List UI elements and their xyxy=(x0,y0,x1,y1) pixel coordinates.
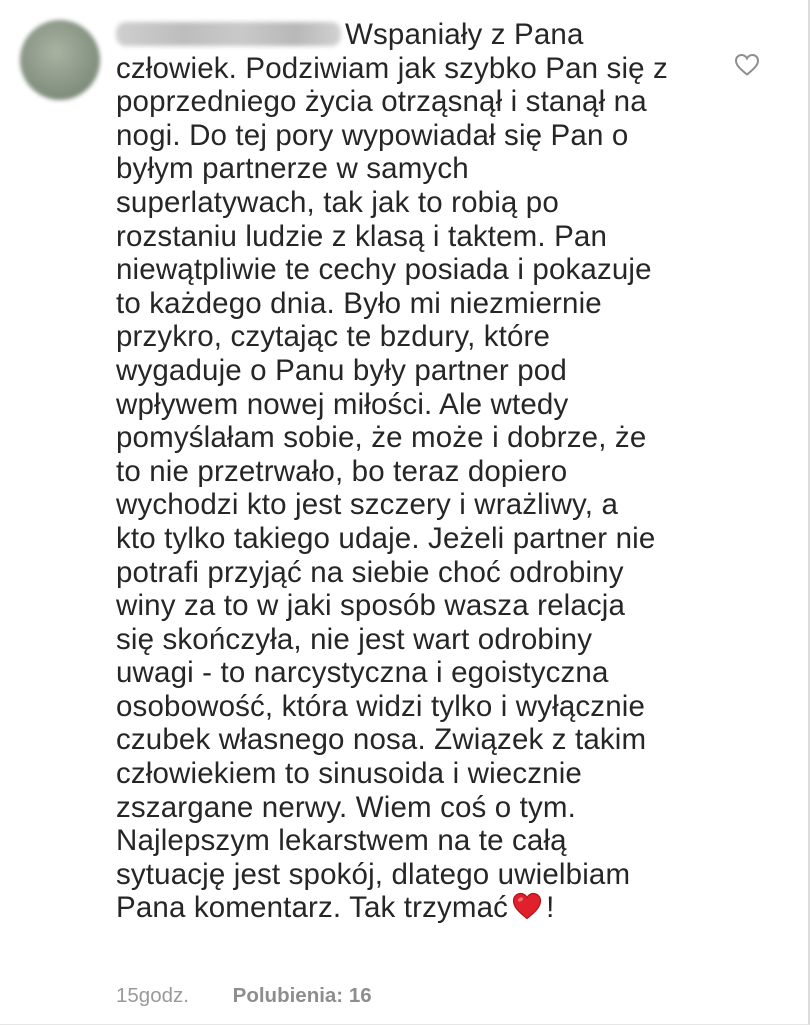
comment-line: się skończyła, nie jest wart odrobiny xyxy=(116,622,593,656)
comment-line: nogi. Do tej pory wypowiadał się Pan o xyxy=(116,118,629,152)
comment-text: Wspaniały z Pana xyxy=(345,18,584,51)
comment-line-last xyxy=(116,891,716,925)
comment-line-first xyxy=(116,18,716,52)
comment-line: czubek własnego nosa. Związek z takim xyxy=(116,723,647,757)
comment-line: byłym partnerze w samych xyxy=(116,152,469,186)
comment-line: to nie przetrwało, bo teraz dopiero xyxy=(116,454,568,488)
likes-count-link[interactable]: Polubienia: 16 xyxy=(232,984,372,1007)
comment-line: to każdego dnia. Było mi niezmiernie xyxy=(116,286,602,320)
comment-line: wygaduje o Panu były partner pod xyxy=(116,353,567,387)
comment-line: człowiekiem to sinusoida i wiecznie xyxy=(116,757,582,791)
comment-line: kto tylko takiego udaje. Jeżeli partner nie xyxy=(116,521,656,555)
username-redacted[interactable] xyxy=(116,22,341,46)
comment-line: przykro, czytając te bzdury, które xyxy=(116,320,551,354)
comment-line: niewątpliwie te cechy posiada i pokazuje xyxy=(116,253,652,287)
comment-meta xyxy=(116,984,372,1008)
comment-line: Najlepszym lekarstwem na te całą xyxy=(116,824,567,858)
comment-line: pomyślałam sobie, że może i dobrze, że xyxy=(116,421,647,455)
comment-line: zszargane nerwy. Wiem coś o tym. xyxy=(116,790,576,824)
comment-text-end: ! xyxy=(546,891,555,925)
red-heart-emoji-icon xyxy=(512,892,542,928)
comment-line: wychodzi kto jest szczery i wrażliwy, a xyxy=(116,488,619,522)
comment-time: 15godz. xyxy=(116,984,189,1007)
comment-line: winy za to w jaki sposób wasza relacja xyxy=(116,589,626,623)
comment-body xyxy=(116,18,716,925)
comment-line: osobowość, która widzi tylko i wyłącznie xyxy=(116,689,646,723)
avatar[interactable] xyxy=(20,20,100,100)
comment-line: wpływem nowej miłości. Ale wtedy xyxy=(116,387,569,421)
heart-outline-icon[interactable] xyxy=(734,53,760,77)
comment-line: superlatywach, tak jak to robią po xyxy=(116,185,559,219)
comment-line: człowiek. Podziwiam jak szybko Pan się z xyxy=(116,51,668,85)
comment-line: poprzedniego życia otrząsnął i stanął na xyxy=(116,85,647,119)
comment-line: sytuację jest spokój, dlatego uwielbiam xyxy=(116,857,631,891)
comment-line: uwagi - to narcystyczna i egoistyczna xyxy=(116,656,609,690)
comment-line: rozstaniu ludzie z klasą i taktem. Pan xyxy=(116,219,608,253)
comment-line: potrafi przyjąć na siebie choć odrobiny xyxy=(116,555,624,589)
comment-text: Pana komentarz. Tak trzymać xyxy=(116,891,509,925)
